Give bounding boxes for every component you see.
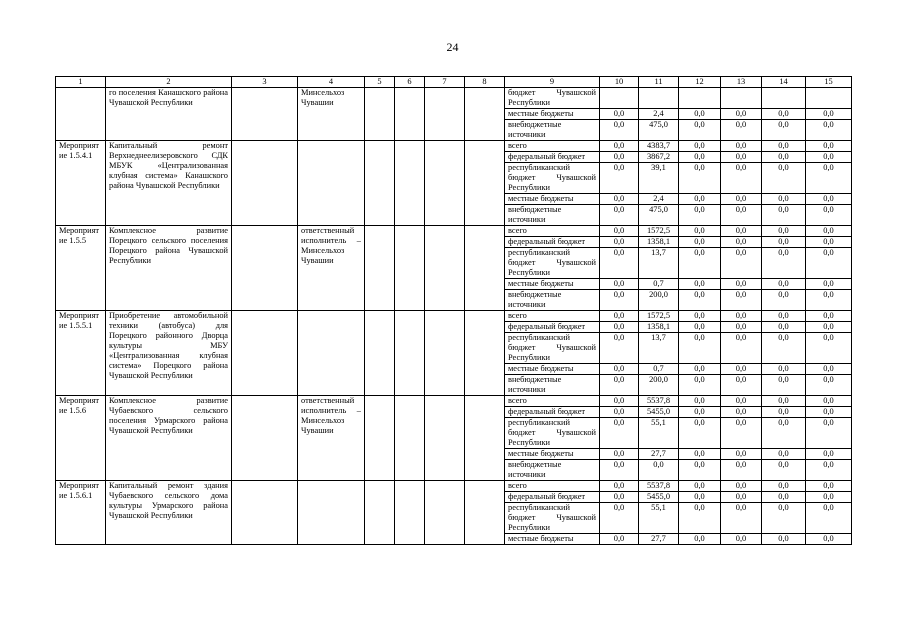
amount-cell: 0,0 [806, 152, 852, 163]
empty-cell [395, 396, 425, 481]
executor-cell [298, 481, 365, 545]
column-header: 9 [505, 77, 600, 88]
amount-cell: 1572,5 [639, 226, 679, 237]
amount-cell: 0,0 [806, 503, 852, 534]
amount-cell: 475,0 [639, 205, 679, 226]
amount-cell: 4383,7 [639, 141, 679, 152]
funding-source-cell: внебюджетные источники [505, 460, 600, 481]
funding-source-cell: внебюджетные источники [505, 120, 600, 141]
column-header: 2 [106, 77, 232, 88]
funding-source-cell: внебюджетные источники [505, 375, 600, 396]
amount-cell: 0,0 [600, 492, 639, 503]
amount-cell: 0,0 [806, 109, 852, 120]
amount-cell: 0,0 [762, 290, 806, 311]
amount-cell: 0,0 [679, 163, 721, 194]
amount-cell: 0,0 [600, 534, 639, 545]
amount-cell: 5455,0 [639, 407, 679, 418]
amount-cell: 0,0 [721, 226, 762, 237]
amount-cell: 0,0 [600, 120, 639, 141]
executor-cell: ответственный исполнитель – Минсельхоз Чувашии [298, 396, 365, 481]
column-header: 3 [232, 77, 298, 88]
amount-cell: 0,0 [679, 449, 721, 460]
funding-source-cell: республиканский бюджет Чувашской Республики [505, 503, 600, 534]
amount-cell: 0,0 [679, 534, 721, 545]
executor-cell [298, 311, 365, 396]
amount-cell: 0,0 [721, 503, 762, 534]
amount-cell: 0,0 [721, 492, 762, 503]
table-row [56, 311, 852, 322]
column-header: 6 [395, 77, 425, 88]
amount-cell [806, 88, 852, 109]
amount-cell: 0,0 [679, 492, 721, 503]
measure-code-cell: Мероприятие 1.5.5 [56, 226, 106, 311]
amount-cell [762, 88, 806, 109]
amount-cell: 0,0 [679, 460, 721, 481]
amount-cell: 0,0 [721, 152, 762, 163]
measure-code-cell [56, 88, 106, 141]
amount-cell: 0,0 [762, 449, 806, 460]
column-header: 11 [639, 77, 679, 88]
executor-cell: ответственный исполнитель – Минсельхоз Чувашии [298, 226, 365, 311]
amount-cell: 0,0 [806, 492, 852, 503]
empty-cell [425, 141, 465, 226]
amount-cell: 0,0 [721, 290, 762, 311]
amount-cell: 0,0 [762, 194, 806, 205]
amount-cell: 0,0 [762, 152, 806, 163]
amount-cell: 0,0 [806, 481, 852, 492]
amount-cell: 0,0 [806, 194, 852, 205]
amount-cell: 0,0 [762, 503, 806, 534]
amount-cell: 0,0 [679, 322, 721, 333]
empty-cell [395, 311, 425, 396]
amount-cell: 0,0 [806, 205, 852, 226]
amount-cell: 0,0 [600, 237, 639, 248]
amount-cell: 1572,5 [639, 311, 679, 322]
amount-cell: 0,0 [600, 141, 639, 152]
table-row [56, 88, 852, 109]
amount-cell: 0,0 [721, 418, 762, 449]
measure-code-cell: Мероприятие 1.5.4.1 [56, 141, 106, 226]
funding-source-cell: местные бюджеты [505, 364, 600, 375]
empty-cell [395, 481, 425, 545]
amount-cell: 0,0 [679, 407, 721, 418]
amount-cell: 0,0 [806, 279, 852, 290]
amount-cell [639, 88, 679, 109]
amount-cell: 0,0 [679, 248, 721, 279]
column-header: 10 [600, 77, 639, 88]
empty-cell [465, 141, 505, 226]
amount-cell: 2,4 [639, 194, 679, 205]
amount-cell: 0,0 [600, 449, 639, 460]
amount-cell: 0,0 [600, 481, 639, 492]
amount-cell: 0,0 [806, 460, 852, 481]
funding-source-cell: федеральный бюджет [505, 407, 600, 418]
amount-cell: 0,0 [721, 407, 762, 418]
amount-cell: 27,7 [639, 449, 679, 460]
amount-cell: 0,0 [679, 375, 721, 396]
amount-cell: 55,1 [639, 418, 679, 449]
amount-cell: 27,7 [639, 534, 679, 545]
amount-cell: 475,0 [639, 120, 679, 141]
funding-source-cell: местные бюджеты [505, 449, 600, 460]
amount-cell: 0,0 [679, 141, 721, 152]
amount-cell: 0,0 [679, 120, 721, 141]
column-header: 4 [298, 77, 365, 88]
amount-cell: 0,0 [721, 460, 762, 481]
amount-cell: 0,0 [600, 109, 639, 120]
amount-cell: 0,0 [806, 418, 852, 449]
empty-cell [232, 311, 298, 396]
amount-cell: 0,0 [762, 279, 806, 290]
funding-source-cell: федеральный бюджет [505, 152, 600, 163]
empty-cell [425, 226, 465, 311]
amount-cell: 0,0 [762, 205, 806, 226]
amount-cell: 0,7 [639, 279, 679, 290]
amount-cell: 0,0 [600, 407, 639, 418]
funding-source-cell: местные бюджеты [505, 279, 600, 290]
amount-cell: 0,0 [762, 163, 806, 194]
amount-cell: 0,0 [762, 311, 806, 322]
amount-cell: 0,0 [600, 248, 639, 279]
amount-cell: 0,0 [806, 290, 852, 311]
amount-cell: 0,0 [762, 364, 806, 375]
amount-cell: 0,0 [721, 205, 762, 226]
amount-cell: 0,0 [679, 481, 721, 492]
funding-source-cell: всего [505, 226, 600, 237]
amount-cell: 0,0 [806, 364, 852, 375]
amount-cell: 0,0 [762, 226, 806, 237]
amount-cell: 0,0 [721, 333, 762, 364]
funding-source-cell: местные бюджеты [505, 194, 600, 205]
funding-source-cell: федеральный бюджет [505, 322, 600, 333]
column-header: 15 [806, 77, 852, 88]
table-row [56, 481, 852, 492]
empty-cell [365, 141, 395, 226]
amount-cell: 1358,1 [639, 237, 679, 248]
amount-cell: 0,0 [721, 163, 762, 194]
amount-cell: 0,7 [639, 364, 679, 375]
amount-cell: 0,0 [600, 194, 639, 205]
column-header: 7 [425, 77, 465, 88]
amount-cell: 0,0 [600, 322, 639, 333]
funding-source-cell: федеральный бюджет [505, 237, 600, 248]
amount-cell: 0,0 [762, 407, 806, 418]
funding-source-cell: внебюджетные источники [505, 205, 600, 226]
empty-cell [425, 311, 465, 396]
amount-cell: 0,0 [721, 194, 762, 205]
measure-name-cell: Комплексное развитие Порецкого сельского поселения Порецкого района Чувашской Республики [106, 226, 232, 311]
measure-name-cell: Приобретение автомобильной техники (автобуса) для Порецкого районного Дворца культуры МБУ «Централизованная клубная система» Порецкого района Чувашской Республики [106, 311, 232, 396]
amount-cell: 0,0 [600, 460, 639, 481]
funding-source-cell: всего [505, 141, 600, 152]
amount-cell: 0,0 [762, 248, 806, 279]
funding-source-cell: республиканский бюджет Чувашской Республики [505, 248, 600, 279]
amount-cell: 0,0 [600, 279, 639, 290]
table-row [56, 226, 852, 237]
amount-cell: 5537,8 [639, 396, 679, 407]
amount-cell: 0,0 [721, 322, 762, 333]
amount-cell: 200,0 [639, 290, 679, 311]
funding-source-cell: внебюджетные источники [505, 290, 600, 311]
amount-cell: 0,0 [679, 364, 721, 375]
executor-cell: Минсельхоз Чувашии [298, 88, 365, 141]
empty-cell [365, 481, 395, 545]
empty-cell [395, 226, 425, 311]
amount-cell: 13,7 [639, 248, 679, 279]
funding-source-cell: местные бюджеты [505, 109, 600, 120]
funding-source-cell: республиканский бюджет Чувашской Республики [505, 333, 600, 364]
empty-cell [365, 311, 395, 396]
amount-cell: 0,0 [600, 333, 639, 364]
measure-name-cell: го поселения Канашского района Чувашской Республики [106, 88, 232, 141]
amount-cell: 0,0 [806, 396, 852, 407]
amount-cell: 0,0 [806, 120, 852, 141]
amount-cell: 0,0 [721, 237, 762, 248]
amount-cell [721, 88, 762, 109]
amount-cell: 0,0 [762, 237, 806, 248]
amount-cell: 0,0 [679, 503, 721, 534]
amount-cell: 0,0 [600, 364, 639, 375]
amount-cell: 0,0 [679, 152, 721, 163]
empty-cell [232, 396, 298, 481]
amount-cell: 0,0 [806, 311, 852, 322]
empty-cell [395, 88, 425, 141]
funding-source-cell: всего [505, 396, 600, 407]
column-header: 12 [679, 77, 721, 88]
empty-cell [425, 481, 465, 545]
empty-cell [425, 88, 465, 141]
amount-cell: 0,0 [721, 311, 762, 322]
funding-source-cell: республиканский бюджет Чувашской Республики [505, 163, 600, 194]
amount-cell: 0,0 [806, 141, 852, 152]
page-number: 24 [446, 40, 459, 54]
amount-cell: 0,0 [806, 449, 852, 460]
amount-cell [679, 88, 721, 109]
empty-cell [232, 88, 298, 141]
amount-cell: 0,0 [600, 418, 639, 449]
amount-cell: 0,0 [721, 396, 762, 407]
amount-cell: 0,0 [600, 205, 639, 226]
amount-cell: 0,0 [806, 333, 852, 364]
amount-cell: 0,0 [762, 375, 806, 396]
amount-cell: 3867,2 [639, 152, 679, 163]
empty-cell [232, 481, 298, 545]
amount-cell: 0,0 [762, 396, 806, 407]
amount-cell: 0,0 [721, 248, 762, 279]
amount-cell: 0,0 [762, 481, 806, 492]
column-header: 5 [365, 77, 395, 88]
amount-cell: 13,7 [639, 333, 679, 364]
amount-cell: 200,0 [639, 375, 679, 396]
amount-cell: 0,0 [600, 290, 639, 311]
amount-cell: 0,0 [806, 534, 852, 545]
amount-cell: 0,0 [806, 322, 852, 333]
empty-cell [365, 226, 395, 311]
amount-cell: 0,0 [806, 163, 852, 194]
amount-cell: 0,0 [600, 396, 639, 407]
amount-cell: 0,0 [679, 290, 721, 311]
empty-cell [465, 88, 505, 141]
amount-cell: 0,0 [679, 279, 721, 290]
column-header: 14 [762, 77, 806, 88]
amount-cell: 0,0 [806, 375, 852, 396]
empty-cell [232, 141, 298, 226]
table-body [56, 88, 852, 545]
amount-cell: 39,1 [639, 163, 679, 194]
amount-cell: 0,0 [679, 311, 721, 322]
table-row [56, 396, 852, 407]
amount-cell [600, 88, 639, 109]
amount-cell: 0,0 [721, 279, 762, 290]
amount-cell: 0,0 [762, 141, 806, 152]
amount-cell: 0,0 [721, 449, 762, 460]
amount-cell: 0,0 [806, 237, 852, 248]
empty-cell [465, 481, 505, 545]
amount-cell: 0,0 [721, 109, 762, 120]
amount-cell: 0,0 [806, 407, 852, 418]
empty-cell [465, 226, 505, 311]
executor-cell [298, 141, 365, 226]
funding-source-cell: федеральный бюджет [505, 492, 600, 503]
amount-cell: 0,0 [600, 152, 639, 163]
column-header: 13 [721, 77, 762, 88]
amount-cell: 0,0 [721, 141, 762, 152]
amount-cell: 0,0 [679, 205, 721, 226]
column-number-row [56, 77, 852, 88]
amount-cell: 0,0 [679, 226, 721, 237]
amount-cell: 5537,8 [639, 481, 679, 492]
amount-cell: 0,0 [679, 418, 721, 449]
table-row [56, 141, 852, 152]
column-header: 8 [465, 77, 505, 88]
amount-cell: 0,0 [600, 163, 639, 194]
column-header: 1 [56, 77, 106, 88]
measure-name-cell: Капитальный ремонт здания Чубаевского сельского дома культуры Урмарского района Чувашской Республики [106, 481, 232, 545]
empty-cell [465, 396, 505, 481]
funding-source-cell: республиканский бюджет Чувашской Республики [505, 418, 600, 449]
amount-cell: 0,0 [721, 481, 762, 492]
empty-cell [395, 141, 425, 226]
amount-cell: 0,0 [679, 194, 721, 205]
amount-cell: 0,0 [600, 375, 639, 396]
funding-source-cell: всего [505, 481, 600, 492]
amount-cell: 0,0 [762, 333, 806, 364]
amount-cell: 0,0 [721, 120, 762, 141]
measure-code-cell: Мероприятие 1.5.6 [56, 396, 106, 481]
amount-cell: 0,0 [721, 534, 762, 545]
empty-cell [232, 226, 298, 311]
amount-cell: 2,4 [639, 109, 679, 120]
funding-table [55, 76, 852, 545]
amount-cell: 1358,1 [639, 322, 679, 333]
amount-cell: 5455,0 [639, 492, 679, 503]
amount-cell: 0,0 [762, 109, 806, 120]
funding-source-cell: местные бюджеты [505, 534, 600, 545]
amount-cell: 0,0 [721, 375, 762, 396]
funding-source-cell: бюджет Чувашской Республики [505, 88, 600, 109]
amount-cell: 0,0 [679, 333, 721, 364]
amount-cell: 0,0 [762, 120, 806, 141]
measure-code-cell: Мероприятие 1.5.6.1 [56, 481, 106, 545]
amount-cell: 0,0 [600, 226, 639, 237]
empty-cell [365, 396, 395, 481]
funding-source-cell: всего [505, 311, 600, 322]
amount-cell: 0,0 [721, 364, 762, 375]
amount-cell: 0,0 [679, 109, 721, 120]
amount-cell: 0,0 [600, 503, 639, 534]
measure-name-cell: Капитальный ремонт Верхнеднеелизеровского СДК МБУК «Централизованная клубная система» Канашского района Чувашской Республики [106, 141, 232, 226]
amount-cell: 0,0 [762, 460, 806, 481]
measure-code-cell: Мероприятие 1.5.5.1 [56, 311, 106, 396]
amount-cell: 0,0 [806, 248, 852, 279]
empty-cell [425, 396, 465, 481]
amount-cell: 0,0 [762, 322, 806, 333]
amount-cell: 0,0 [762, 492, 806, 503]
amount-cell: 0,0 [679, 237, 721, 248]
measure-name-cell: Комплексное развитие Чубаевского сельского поселения Урмарского района Чувашской Республики [106, 396, 232, 481]
amount-cell: 0,0 [679, 396, 721, 407]
amount-cell: 55,1 [639, 503, 679, 534]
empty-cell [365, 88, 395, 141]
amount-cell: 0,0 [600, 311, 639, 322]
amount-cell: 0,0 [806, 226, 852, 237]
amount-cell: 0,0 [639, 460, 679, 481]
empty-cell [465, 311, 505, 396]
amount-cell: 0,0 [762, 534, 806, 545]
amount-cell: 0,0 [762, 418, 806, 449]
